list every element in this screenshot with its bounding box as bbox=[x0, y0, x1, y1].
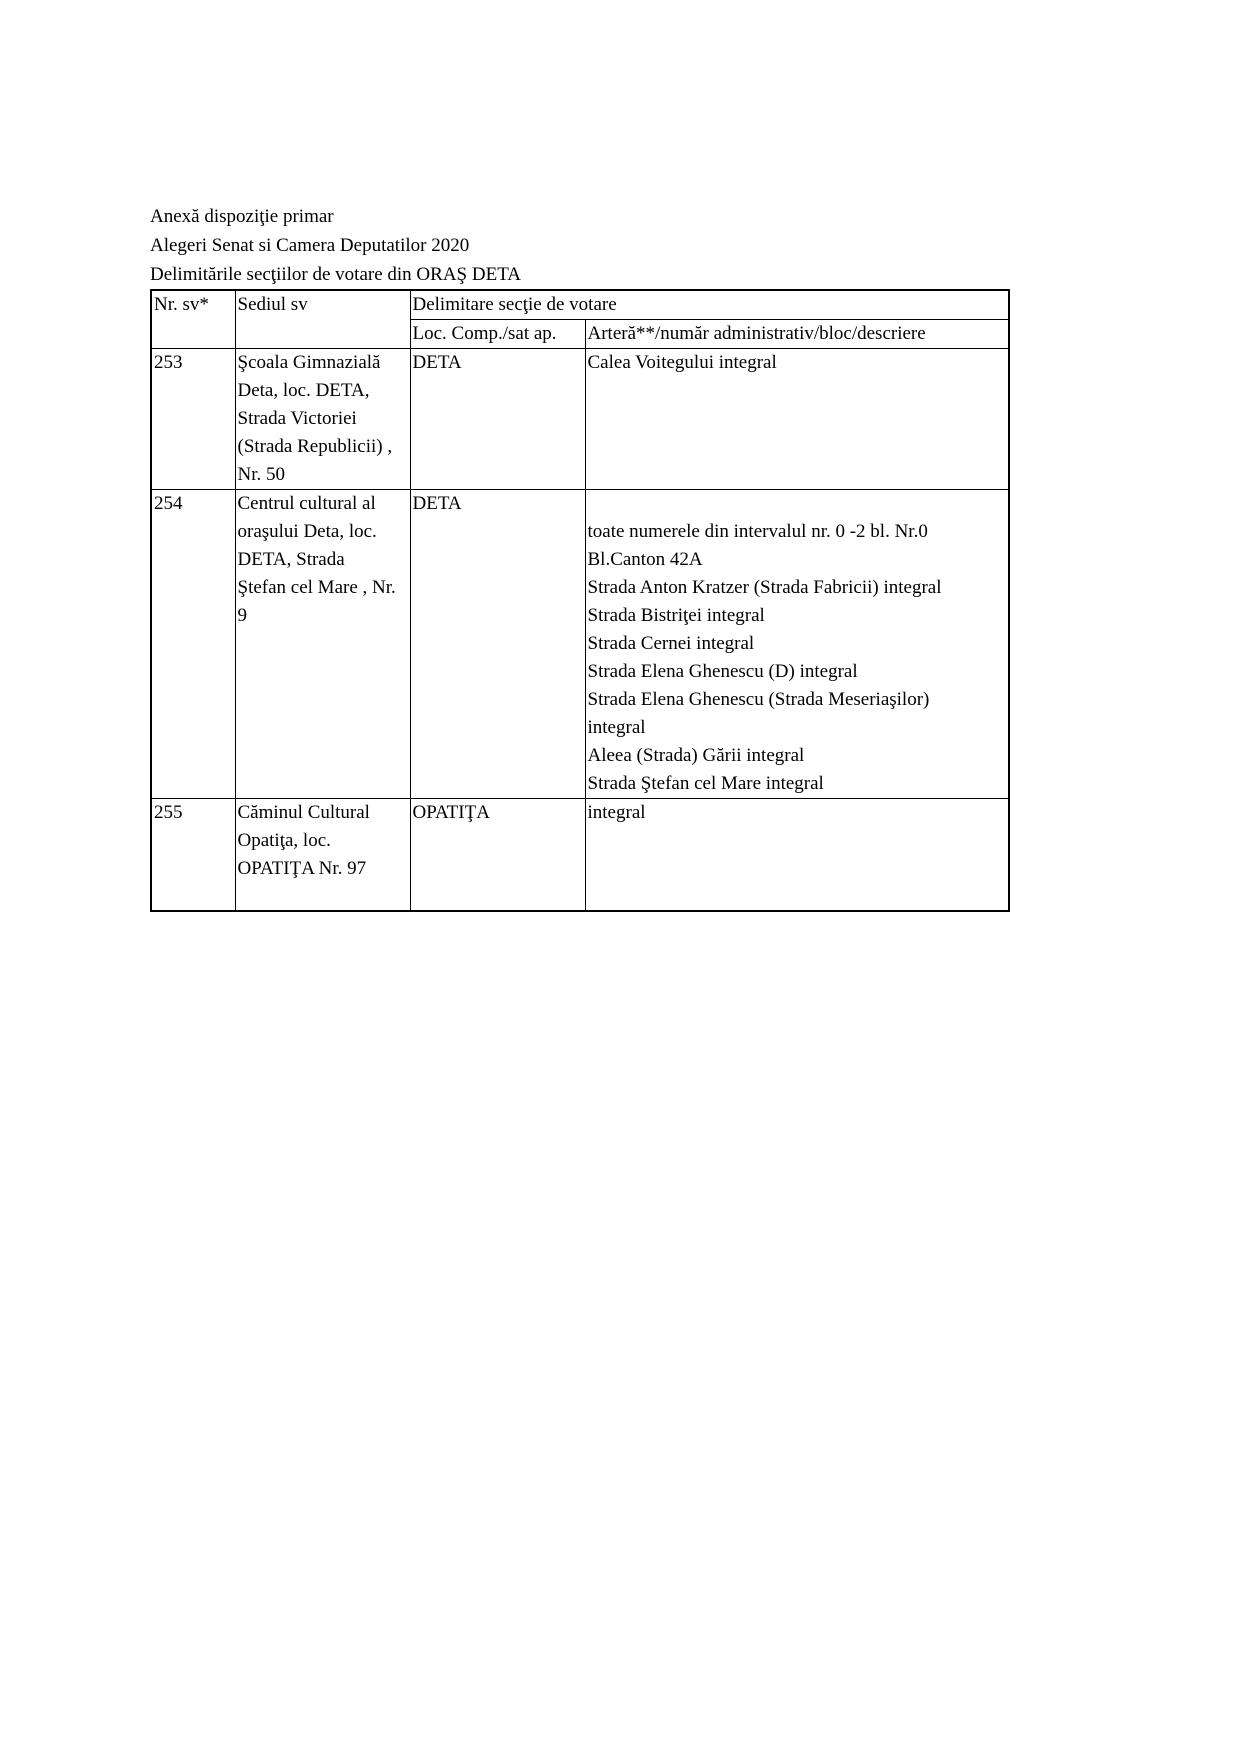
annex-title: Anexă dispoziţie primar bbox=[150, 206, 334, 227]
table-header-row bbox=[151, 290, 1009, 320]
voting-sections-table bbox=[150, 289, 1010, 912]
cell-nr: 254 bbox=[151, 490, 235, 799]
sediu-line: Căminul Cultural bbox=[237, 802, 370, 823]
cell-sediu bbox=[235, 490, 410, 799]
document-body bbox=[150, 202, 1010, 912]
artera-line: Calea Voitegului integral bbox=[587, 352, 777, 373]
sediu-line: Nr. 50 bbox=[237, 464, 285, 485]
cell-artera bbox=[585, 490, 1009, 799]
cell-loc: DETA bbox=[410, 490, 585, 799]
cell-loc: OPATIŢA bbox=[410, 799, 585, 911]
cell-nr: 255 bbox=[151, 799, 235, 911]
sediu-line: Deta, loc. DETA, bbox=[237, 380, 370, 401]
election-title: Alegeri Senat si Camera Deputatilor 2020 bbox=[150, 235, 470, 256]
sediu-line: Şcoala Gimnazială bbox=[237, 352, 381, 373]
header-nr: Nr. sv* bbox=[151, 290, 235, 349]
cell-artera bbox=[585, 349, 1009, 490]
artera-line: integral bbox=[587, 717, 646, 738]
cell-artera bbox=[585, 799, 1009, 911]
table-row bbox=[151, 799, 1009, 911]
artera-line: Bl.Canton 42A bbox=[587, 549, 703, 570]
sediu-line: Ştefan cel Mare , Nr. bbox=[237, 577, 396, 598]
table-row bbox=[151, 349, 1009, 490]
sediu-line: (Strada Republicii) , bbox=[237, 436, 393, 457]
cell-sediu bbox=[235, 799, 410, 911]
sediu-line: Opatiţa, loc. bbox=[237, 830, 331, 851]
cell-nr: 253 bbox=[151, 349, 235, 490]
artera-line: Strada Cernei integral bbox=[587, 633, 755, 654]
sediu-line: OPATIŢA Nr. 97 bbox=[237, 858, 367, 879]
artera-line: Aleea (Strada) Gării integral bbox=[587, 745, 805, 766]
sediu-line: DETA, Strada bbox=[237, 549, 345, 570]
table-title: Delimitările secţiilor de votare din ORAŞ DETA bbox=[150, 264, 522, 285]
artera-line: Strada Elena Ghenescu (Strada Meseriaşilor) bbox=[587, 689, 930, 710]
sediu-line: 9 bbox=[237, 605, 247, 626]
sediu-line: oraşului Deta, loc. bbox=[237, 521, 377, 542]
header-loc: Loc. Comp./sat ap. bbox=[410, 320, 585, 349]
artera-spacer bbox=[588, 490, 1007, 518]
header-artera: Arteră**/număr administrativ/bloc/descriere bbox=[585, 320, 1009, 349]
sediu-line: Strada Victoriei bbox=[237, 408, 357, 429]
artera-line: Strada Ştefan cel Mare integral bbox=[587, 773, 824, 794]
artera-line: toate numerele din intervalul nr. 0 -2 bl. Nr.0 bbox=[587, 521, 928, 542]
artera-line: Strada Anton Kratzer (Strada Fabricii) integral bbox=[587, 577, 942, 598]
cell-loc: DETA bbox=[410, 349, 585, 490]
sediu-line: Centrul cultural al bbox=[237, 493, 376, 514]
cell-sediu bbox=[235, 349, 410, 490]
header-delimitare: Delimitare secţie de votare bbox=[410, 290, 1009, 320]
artera-line: integral bbox=[587, 802, 646, 823]
header-sediu: Sediul sv bbox=[235, 290, 410, 349]
artera-line: Strada Elena Ghenescu (D) integral bbox=[587, 661, 858, 682]
artera-line: Strada Bistriţei integral bbox=[587, 605, 765, 626]
table-row bbox=[151, 490, 1009, 799]
